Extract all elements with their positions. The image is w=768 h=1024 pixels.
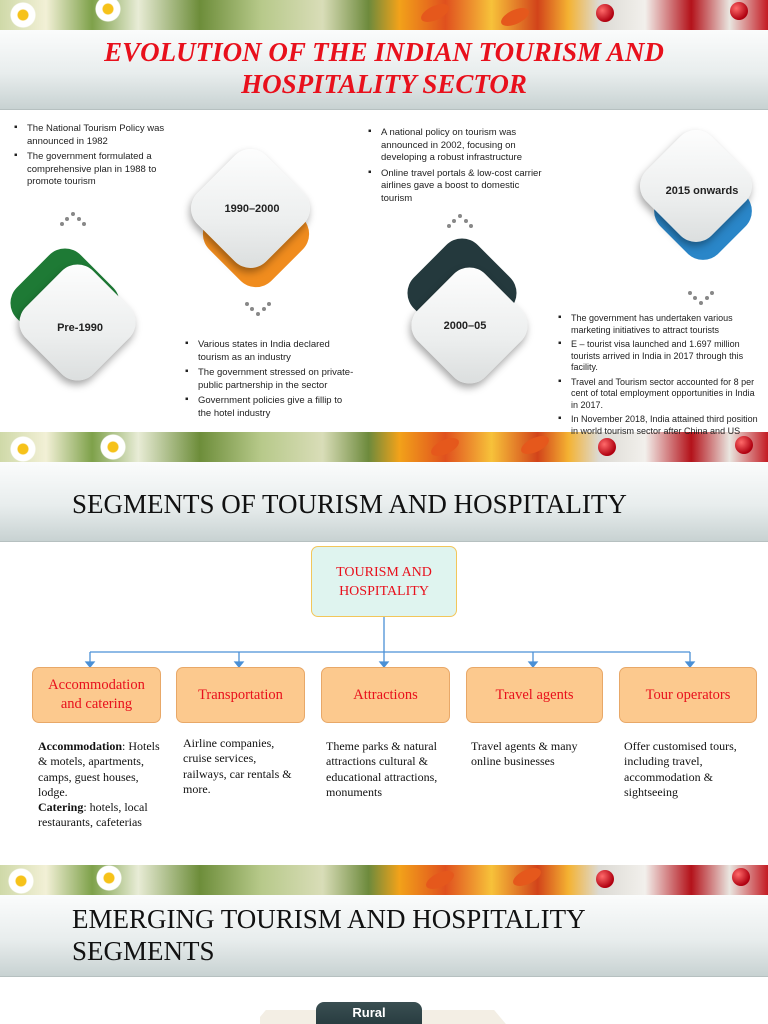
bullet: ▪ The government has undertaken various marketing initiatives to attract tourists xyxy=(558,313,758,336)
bullet: ▪ A national policy on tourism was announced in 2002, focusing on developing a robust infrastructure xyxy=(368,127,548,165)
segment-transportation xyxy=(176,667,305,723)
segment-label: Travel agents xyxy=(495,686,574,703)
bullet: ▪ The government stressed on private-public partnership in the sector xyxy=(185,367,355,392)
dots-connector-2000-05 xyxy=(447,214,473,228)
segment-travel-agents-description: Travel agents & many online businesses xyxy=(471,739,578,769)
bullet: ▪ In November 2018, India attained third position in world tourism sector after China and US xyxy=(558,414,758,437)
segment-tour-operators-description: Offer customised tours, including travel, accommodation & sightseeing xyxy=(624,739,737,799)
period-2000-05-label: 2000–05 xyxy=(443,320,487,332)
slide3-title xyxy=(72,903,586,967)
slide1-title-line1: EVOLUTION OF THE INDIAN TOURISM AND xyxy=(104,37,664,67)
segment-label: Tour operators xyxy=(645,686,731,703)
bullet: ▪ Government policies give a fillip to the hotel industry xyxy=(185,395,355,420)
dots-connector-2015-onwards xyxy=(688,291,714,305)
slide3-title-line2: SEGMENTS xyxy=(72,936,215,966)
bullet: ▪ Travel and Tourism sector accounted for 8 per cent of total employment opportunities in India in 2017. xyxy=(558,377,758,412)
bullet: ▪ The National Tourism Policy was announced in 1982 xyxy=(14,123,176,148)
period-2015-onwards-label: 2015 onwards xyxy=(665,185,739,197)
segment-attractions xyxy=(321,667,450,723)
segment-attractions-description: Theme parks & natural attractions cultural & educational attractions, monuments xyxy=(326,739,438,799)
segment-transportation-description: Airline companies, cruise services, railways, car rentals & more. xyxy=(183,736,292,796)
org-root-line1: TOURISM AND xyxy=(336,564,432,580)
segment-tour-operators xyxy=(619,667,757,723)
slide2-title: SEGMENTS OF TOURISM AND HOSPITALITY xyxy=(72,489,627,519)
segment-accommodation-catering xyxy=(32,667,161,723)
bullet: ▪ The government formulated a comprehensive plan in 1988 to promote tourism xyxy=(14,151,176,189)
decorative-photo-strip-top xyxy=(0,0,768,30)
segment-label: and catering xyxy=(60,696,133,712)
slide1-title xyxy=(0,36,768,100)
bullet: ▪ E – tourist visa launched and 1.697 million tourists arrived in India in 2017 through this facility. xyxy=(558,339,758,374)
catering-text: : hotels, local restaurants, cafeterias xyxy=(38,800,148,830)
segment-label: Accommodation xyxy=(48,677,145,693)
rural-badge: Rural xyxy=(316,1002,422,1024)
decorative-photo-strip-bottom xyxy=(0,865,768,895)
org-root-line2: HOSPITALITY xyxy=(339,583,429,599)
segment-label: Transportation xyxy=(198,686,283,703)
period-2015-onwards-bullets xyxy=(558,313,758,440)
slide1-title-line2: HOSPITALITY SECTOR xyxy=(241,69,527,99)
period-1990-2000-label: 1990–2000 xyxy=(224,203,280,215)
period-1990-2000-bullets xyxy=(185,339,355,423)
emerging-segment-rural xyxy=(260,996,510,1024)
org-root-tourism-hospitality xyxy=(311,546,457,617)
catering-label: Catering xyxy=(38,800,84,815)
slide3-title-line1: EMERGING TOURISM AND HOSPITALITY xyxy=(72,904,586,934)
dots-connector-1990-2000 xyxy=(245,302,271,316)
accommodation-text: Hotels & motels, apartments, camps, guest houses, lodge. xyxy=(38,739,160,799)
segment-travel-agents xyxy=(466,667,603,723)
period-pre1990-label: Pre-1990 xyxy=(57,322,103,334)
accommodation-label: Accommodation xyxy=(38,739,122,753)
period-2000-05-bullets xyxy=(368,127,548,208)
segment-label: Attractions xyxy=(353,686,418,703)
period-pre1990-bullets xyxy=(14,123,176,192)
bullet: ▪ Online travel portals & low-cost carrier airlines gave a boost to domestic tourism xyxy=(368,168,548,206)
dots-connector-pre1990 xyxy=(60,212,86,226)
bullet: ▪ Various states in India declared tourism as an industry xyxy=(185,339,355,364)
accommodation-colon: : xyxy=(122,739,126,753)
segment-accommodation-description xyxy=(38,739,170,831)
